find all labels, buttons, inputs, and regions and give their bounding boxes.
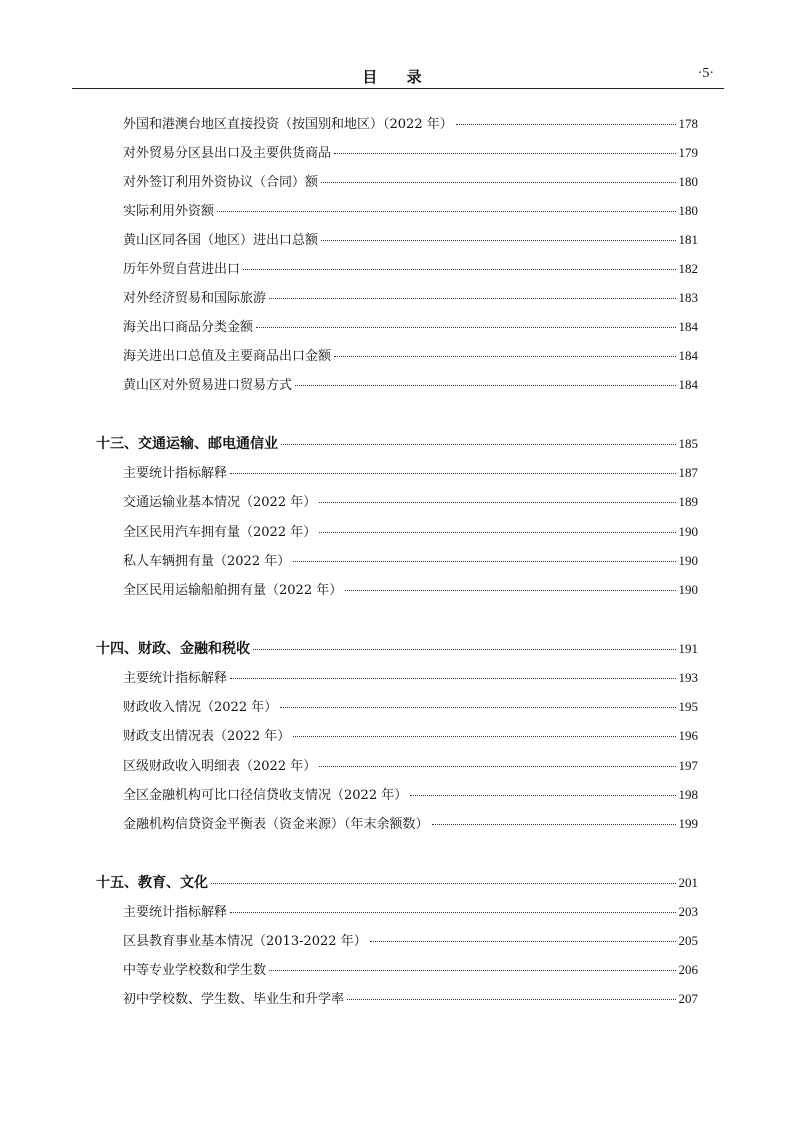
toc-entry[interactable]: [123, 725, 698, 747]
toc-entry[interactable]: [123, 200, 698, 222]
toc-title: 全区民用汽车拥有量（2022 年）: [123, 525, 317, 540]
toc-leader-dots: [319, 532, 675, 533]
toc-title: 主要统计指标解释: [123, 671, 228, 686]
toc-page-number: 201: [678, 875, 698, 890]
toc-title: 海关进出口总值及主要商品出口金额: [123, 349, 332, 364]
toc-page-number: 185: [678, 436, 698, 451]
toc-entry[interactable]: [123, 316, 698, 338]
toc-leader-dots: [269, 970, 675, 971]
toc-page-number: 191: [678, 641, 698, 656]
toc-title: 对外签订利用外资协议（合同）额: [123, 175, 319, 190]
toc-leader-dots: [281, 444, 676, 445]
toc-title: 对外经济贸易和国际旅游: [123, 291, 267, 306]
toc-section[interactable]: [96, 433, 698, 455]
toc-entry[interactable]: [123, 258, 698, 280]
toc-page-number: 205: [678, 933, 698, 948]
toc-title: 全区金融机构可比口径信贷收支情况（2022 年）: [123, 788, 408, 803]
toc-title: 实际利用外资额: [123, 204, 215, 219]
toc-entry[interactable]: [123, 345, 698, 367]
toc-page-number: 190: [678, 553, 698, 568]
toc-entry[interactable]: [123, 755, 698, 777]
toc-entry[interactable]: [123, 171, 698, 193]
toc-page-number: 182: [678, 261, 698, 276]
toc-title: 十五、教育、文化: [96, 875, 208, 891]
toc-page-number: 199: [678, 816, 698, 831]
toc-entry[interactable]: [123, 813, 698, 835]
toc-page-number: 198: [678, 787, 698, 802]
toc-page-number: 196: [678, 728, 698, 743]
toc-leader-dots: [345, 590, 675, 591]
toc-page-number: 179: [678, 145, 698, 160]
toc-page-number: 207: [678, 991, 698, 1006]
toc-leader-dots: [319, 766, 675, 767]
toc-title: 十三、交通运输、邮电通信业: [96, 436, 278, 452]
toc-leader-dots: [269, 298, 675, 299]
toc-page-number: 183: [678, 290, 698, 305]
toc-entry[interactable]: [123, 988, 698, 1010]
toc-page-number: 178: [678, 116, 698, 131]
toc-leader-dots: [321, 182, 675, 183]
toc-leader-dots: [293, 561, 675, 562]
toc-page-number: 181: [678, 232, 698, 247]
toc-title: 黄山区对外贸易进口贸易方式: [123, 378, 293, 393]
toc-page-number: 206: [678, 962, 698, 977]
toc-leader-dots: [217, 211, 675, 212]
toc-leader-dots: [432, 824, 676, 825]
toc-page-number: 180: [678, 203, 698, 218]
toc-leader-dots: [321, 240, 675, 241]
toc-page-number: 184: [678, 348, 698, 363]
toc-title: 十四、财政、金融和税收: [96, 641, 250, 657]
toc-title: 全区民用运输船舶拥有量（2022 年）: [123, 583, 343, 598]
page-number: ·5·: [697, 66, 714, 81]
toc-title: 财政收入情况（2022 年）: [123, 700, 278, 715]
toc-leader-dots: [230, 912, 675, 913]
toc-entry[interactable]: [123, 550, 698, 572]
toc-title: 金融机构信贷资金平衡表（资金来源）（年末余额数）: [123, 817, 429, 832]
toc-leader-dots: [370, 941, 676, 942]
toc-leader-dots: [293, 736, 675, 737]
toc-page-number: 203: [678, 904, 698, 919]
toc-page-number: 184: [678, 319, 698, 334]
toc-entry[interactable]: [123, 374, 698, 396]
page-header: [72, 62, 724, 89]
toc-entry[interactable]: [123, 901, 698, 923]
toc-leader-dots: [347, 999, 675, 1000]
toc-title: 外国和港澳台地区直接投资（按国别和地区）（2022 年）: [123, 117, 453, 132]
toc-entry[interactable]: [123, 667, 698, 689]
toc-entry[interactable]: [123, 696, 698, 718]
toc-entry[interactable]: [123, 462, 698, 484]
toc-title: 初中学校数、学生数、毕业生和升学率: [123, 992, 345, 1007]
toc-page-number: 197: [678, 758, 698, 773]
toc-title: 区县教育事业基本情况（2013-2022 年）: [123, 934, 367, 949]
toc-title: 对外贸易分区县出口及主要供货商品: [123, 146, 332, 161]
toc-leader-dots: [280, 707, 675, 708]
toc-page-number: 189: [678, 494, 698, 509]
toc-leader-dots: [211, 883, 676, 884]
toc-entry[interactable]: [123, 287, 698, 309]
toc-title: 黄山区同各国（地区）进出口总额: [123, 233, 319, 248]
toc-page-number: 190: [678, 582, 698, 597]
toc-title: 交通运输业基本情况（2022 年）: [123, 495, 317, 510]
toc-section[interactable]: [96, 872, 698, 894]
toc-title: 主要统计指标解释: [123, 466, 228, 481]
toc-page-number: 180: [678, 174, 698, 189]
toc-leader-dots: [256, 327, 675, 328]
toc-title: 海关出口商品分类金额: [123, 320, 254, 335]
toc-title: 区级财政收入明细表（2022 年）: [123, 759, 317, 774]
toc-title: 历年外贸自营进出口: [123, 262, 241, 277]
toc-leader-dots: [243, 269, 675, 270]
toc-page-number: 190: [678, 524, 698, 539]
toc-title: 私人车辆拥有量（2022 年）: [123, 554, 291, 569]
toc-page-number: 184: [678, 377, 698, 392]
toc-entry[interactable]: [123, 930, 698, 952]
toc-title: 财政支出情况表（2022 年）: [123, 729, 291, 744]
toc-leader-dots: [334, 356, 675, 357]
toc-page-number: 187: [678, 465, 698, 480]
page-title: 目 录: [362, 68, 434, 86]
toc-entry[interactable]: [123, 142, 698, 164]
toc-entry[interactable]: [123, 491, 698, 513]
toc-entry[interactable]: [123, 521, 698, 543]
toc-entry[interactable]: [123, 784, 698, 806]
toc-leader-dots: [295, 385, 675, 386]
toc-leader-dots: [456, 124, 676, 125]
toc-leader-dots: [253, 649, 676, 650]
toc-leader-dots: [230, 473, 675, 474]
toc-leader-dots: [410, 795, 675, 796]
toc-entry[interactable]: [123, 579, 698, 601]
toc-section[interactable]: [96, 638, 698, 660]
toc-entry[interactable]: [123, 113, 698, 135]
toc-entry[interactable]: [123, 959, 698, 981]
toc-page-number: 195: [678, 699, 698, 714]
toc-leader-dots: [230, 678, 675, 679]
toc-entry[interactable]: [123, 229, 698, 251]
toc-title: 主要统计指标解释: [123, 905, 228, 920]
toc-title: 中等专业学校数和学生数: [123, 963, 267, 978]
toc-leader-dots: [319, 502, 675, 503]
toc-leader-dots: [334, 153, 675, 154]
toc-page-number: 193: [678, 670, 698, 685]
